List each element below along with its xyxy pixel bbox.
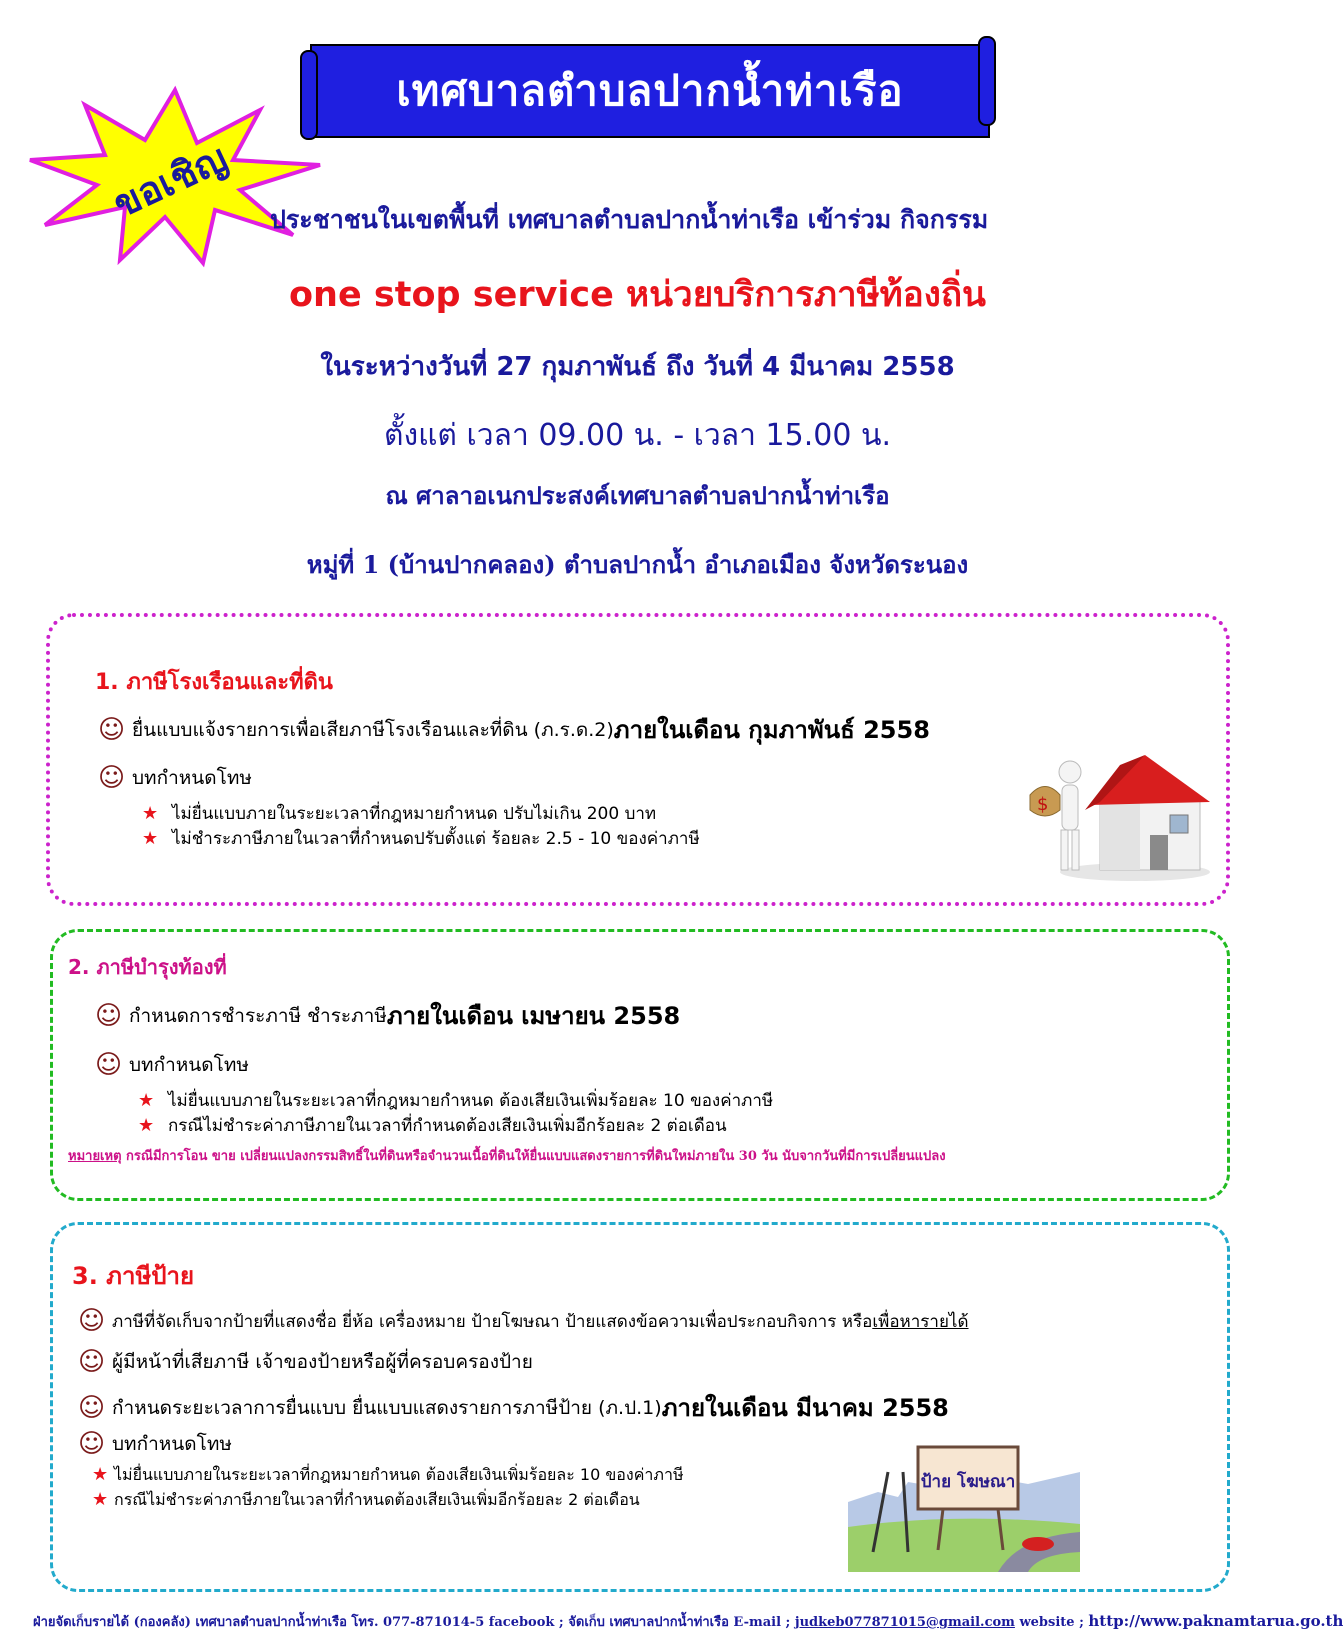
section-3-penalty-2 <box>92 1488 640 1513</box>
footer-email[interactable]: judkeb077871015@gmail.com <box>794 1615 1015 1630</box>
section-2-item-1 <box>95 996 680 1035</box>
invite-label: ขอเชิญ <box>106 135 234 227</box>
svg-text:$: $ <box>1037 794 1049 815</box>
section-1-penalty-2-text: ไม่ชำระภาษีภายในเวลาที่กำหนดปรับตั้งแต่ ร้อยละ 2.5 - 10 ของค่าภาษี <box>172 829 700 849</box>
star-icon: ★ <box>142 803 159 824</box>
smiley-icon: ☺ <box>78 1347 106 1377</box>
section-3-title: 3. ภาษีป้าย <box>72 1262 195 1290</box>
smiley-icon: ☺ <box>98 763 126 793</box>
star-icon: ★ <box>92 1464 109 1485</box>
section-1-item-1-deadline: ภายในเดือน กุมภาพันธ์ 2558 <box>613 716 930 744</box>
section-3-item-3 <box>78 1388 949 1427</box>
section-1-title: 1. ภาษีโรงเรือนและที่ดิน <box>95 670 333 695</box>
section-3-item-2-text: ผู้มีหน้าที่เสียภาษี เจ้าของป้ายหรือผู้ที่ครอบครองป้าย <box>112 1351 533 1373</box>
note-label: หมายเหตุ <box>68 1149 122 1164</box>
note-emphasis: การเปลี่ยนแปลง <box>855 1149 946 1164</box>
section-2-note <box>68 1145 946 1166</box>
section-3-penalty-1-text: ไม่ยื่นแบบภายในระยะเวลาที่กฎหมายกำหนด ต้องเสียเงินเพิ่มร้อยละ 10 ของค่าภาษี <box>114 1465 684 1484</box>
star-icon: ★ <box>138 1090 155 1111</box>
scroll-curl-right <box>978 36 996 126</box>
section-3-item-4 <box>78 1429 232 1459</box>
section-3-penalty-2-text: กรณีไม่ชำระค่าภาษีภายในเวลาที่กำหนดต้องเสียเงินเพิ่มอีกร้อยละ 2 ต่อเดือน <box>114 1490 640 1509</box>
title-banner <box>310 44 990 138</box>
house-illustration <box>1025 740 1215 885</box>
event-venue: ณ ศาลาอเนกประสงค์เทศบาลตำบลปากน้ำท่าเรือ <box>385 481 890 510</box>
section-1-item-1-text: ยื่นแบบแจ้งรายการเพื่อเสียภาษีโรงเรือนและที่ดิน (ภ.ร.ด.2) <box>132 718 614 741</box>
section-2-penalty-1 <box>138 1087 773 1114</box>
star-icon: ★ <box>92 1489 109 1510</box>
section-2-penalty-2-text: กรณีไม่ชำระค่าภาษีภายในเวลาที่กำหนดต้องเสียเงินเพิ่มอีกร้อยละ 2 ต่อเดือน <box>168 1116 727 1136</box>
event-dates: ในระหว่างวันที่ 27 กุมภาพันธ์ ถึง วันที่ 4 มีนาคม 2558 <box>320 352 955 382</box>
section-1-item-1 <box>98 710 930 749</box>
footer-website-label: website ; <box>1014 1615 1089 1630</box>
billboard-sign-text: ป้าย โฆษณา <box>920 1472 1016 1492</box>
section-3-item-4-text: บทกำหนดโทษ <box>112 1433 232 1455</box>
section-3-item-2 <box>78 1347 533 1377</box>
service-title: one stop service หน่วยบริการภาษีท้องถิ่น <box>289 275 986 315</box>
section-3-item-1-underline: เพื่อหารายได้ <box>872 1311 969 1332</box>
smiley-icon: ☺ <box>78 1429 106 1459</box>
intro-text: ประชาชนในเขตพื้นที่ เทศบาลตำบลปากน้ำท่าเรือ เข้าร่วม กิจกรรม <box>270 205 989 234</box>
section-2-item-2 <box>95 1050 249 1080</box>
billboard-illustration <box>848 1432 1080 1572</box>
section-2-item-2-text: บทกำหนดโทษ <box>129 1054 249 1076</box>
section-3-item-3-text: กำหนดระยะเวลาการยื่นแบบ ยื่นแบบแสดงรายการภาษีป้าย (ภ.ป.1) <box>112 1396 662 1419</box>
section-2-penalty-2 <box>138 1112 727 1139</box>
footer-website[interactable]: http://www.paknamtarua.go.th <box>1088 1612 1343 1630</box>
section-1-penalty-2 <box>142 825 700 852</box>
star-icon: ★ <box>142 828 159 849</box>
smiley-icon: ☺ <box>78 1392 106 1423</box>
section-1-penalty-1-text: ไม่ยื่นแบบภายในระยะเวลาที่กฎหมายกำหนด ปรับไม่เกิน 200 บาท <box>172 804 657 824</box>
smiley-icon: ☺ <box>95 1000 123 1031</box>
smiley-icon: ☺ <box>98 714 126 745</box>
section-2-penalty-1-text: ไม่ยื่นแบบภายในระยะเวลาที่กฎหมายกำหนด ต้องเสียเงินเพิ่มร้อยละ 10 ของค่าภาษี <box>168 1091 774 1111</box>
event-time: ตั้งแต่ เวลา 09.00 น. - เวลา 15.00 น. <box>383 418 892 453</box>
section-2-item-1-text: กำหนดการชำระภาษี ชำระภาษี <box>129 1004 387 1027</box>
section-1-penalty-1 <box>142 800 656 827</box>
section-3-item-1-text: ภาษีที่จัดเก็บจากป้ายที่แสดงชื่อ ยี่ห้อ เครื่องหมาย ป้ายโฆษณา ป้ายแสดงข้อความเพื่อประกอบกิจการ หรือ <box>112 1311 873 1332</box>
section-1-item-2 <box>98 763 252 793</box>
footer-contact <box>33 1611 1343 1632</box>
note-text: กรณีมีการโอน ขาย เปลี่ยนแปลงกรรมสิทธิ์ในที่ดินหรือจำนวนเนื้อที่ดินให้ยื่นแบบแสดงรายการที่ดินใหม่ภายใน 30 วัน นับจากวันที่มี <box>121 1149 856 1164</box>
section-1-item-2-text: บทกำหนดโทษ <box>132 767 252 789</box>
footer-text: ฝ่ายจัดเก็บรายได้ (กองคลัง) เทศบาลตำบลปากน้ำท่าเรือ โทร. 077-871014-5 facebook ; จัดเก็บ เทศบาลปากน้ำท่าเรือ E-mail ; <box>33 1615 795 1630</box>
section-3-item-1 <box>78 1306 969 1336</box>
section-2-title: 2. ภาษีบำรุงท้องที่ <box>68 955 227 979</box>
event-address: หมู่ที่ 1 (บ้านปากคลอง) ตำบลปากน้ำ อำเภอเมือง จังหวัดระนอง <box>306 550 969 579</box>
section-3-penalty-1 <box>92 1463 683 1488</box>
section-2-item-1-deadline: ภายในเดือน เมษายน 2558 <box>386 1002 681 1030</box>
star-icon: ★ <box>138 1115 155 1136</box>
smiley-icon: ☺ <box>78 1306 106 1336</box>
section-3-item-3-deadline: ภายในเดือน มีนาคม 2558 <box>661 1394 949 1422</box>
banner-title: เทศบาลตำบลปากน้ำท่าเรือ <box>396 66 904 115</box>
smiley-icon: ☺ <box>95 1050 123 1080</box>
